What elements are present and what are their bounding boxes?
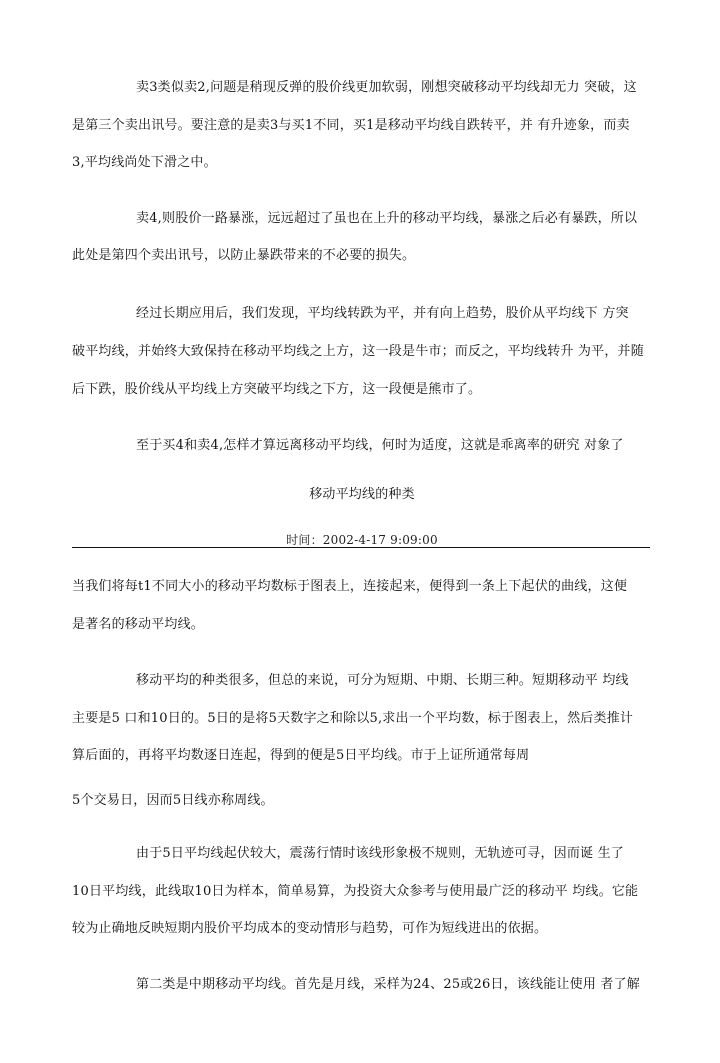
paragraph-bull-bear-line-3: 后下跌，股价线从平均线上方突破平均线之下方，这一段便是熊市了。 (72, 382, 482, 397)
paragraph-types-line-4: 5个交易日，因而5日线亦称周线。 (72, 793, 274, 808)
paragraph-sell4-line-1: 卖4,则股价一路暴涨，远远超过了虽也在上升的移动平均线，暴涨之后必有暴跌，所以 (136, 211, 638, 226)
paragraph-sell4-line-2: 此处是第四个卖出讯号，以防止暴跌带来的不必要的损失。 (72, 248, 416, 263)
article-timestamp: 时间：2002-4-17 9:09:00 (286, 533, 438, 547)
article-title: 移动平均线的种类 (309, 487, 415, 502)
header-divider (72, 547, 650, 548)
paragraph-10day-line-3: 较为止确地反映短期内股价平均成本的变动情形与趋势，可作为短线进出的依据。 (72, 921, 548, 936)
paragraph-bull-bear-line-1: 经过长期应用后，我们发现，平均线转跌为平，并有向上趋势，股价从平均线下 方突 (136, 306, 629, 321)
paragraph-bull-bear-line-2: 破平均线，并始终大致保持在移动平均线之上方，这一段是牛市；而反之，平均线转升 为平，并随 (72, 344, 644, 359)
paragraph-definition-line-2: 是著名的移动平均线。 (72, 617, 205, 632)
paragraph-10day-line-2: 10日平均线，此线取10日为样本，简单易算，为投资大众参考与使用最广泛的移动平 均线。它能 (72, 884, 639, 899)
paragraph-medium-term-line-1: 第二类是中期移动平均线。首先是月线，采样为24、25或26日，该线能让使用 者了解 (136, 977, 640, 992)
paragraph-sell3-line-2: 是第三个卖出讯号。要注意的是卖3与买1不同，买1是移动平均线自跌转平，并 有升迹象，而卖 (72, 118, 630, 133)
paragraph-sell3-line-1: 卖3类似卖2,问题是稍现反弹的股价线更加软弱，刚想突破移动平均线却无力 突破，这 (136, 80, 637, 95)
paragraph-definition-line-1: 当我们将每t1不同大小的移动平均数标于图表上，连接起来，便得到一条上下起伏的曲线，这便 (72, 579, 628, 594)
paragraph-sell3-line-3: 3,平均线尚处下滑之中。 (72, 155, 217, 170)
paragraph-types-line-3: 算后面的，再将平均数逐日连起，得到的便是5日平均线。市于上证所通常每周 (72, 748, 530, 763)
paragraph-types-line-2: 主要是5 口和10日的。5日的是将5天数字之和除以5,求出一个平均数，标于图表上，然后类推计 (72, 711, 634, 726)
paragraph-deviation-line-1: 至于买4和卖4,怎样才算远离移动平均线，何时为适度，这就是乖离率的研究 对象了 (136, 438, 624, 453)
paragraph-10day-line-1: 由于5日平均线起伏较大，震荡行情时该线形象极不规则，无轨迹可寻，因而诞 生了 (136, 846, 625, 861)
paragraph-types-line-1: 移动平均的种类很多，但总的来说，可分为短期、中期、长期三种。短期移动平 均线 (136, 673, 629, 688)
